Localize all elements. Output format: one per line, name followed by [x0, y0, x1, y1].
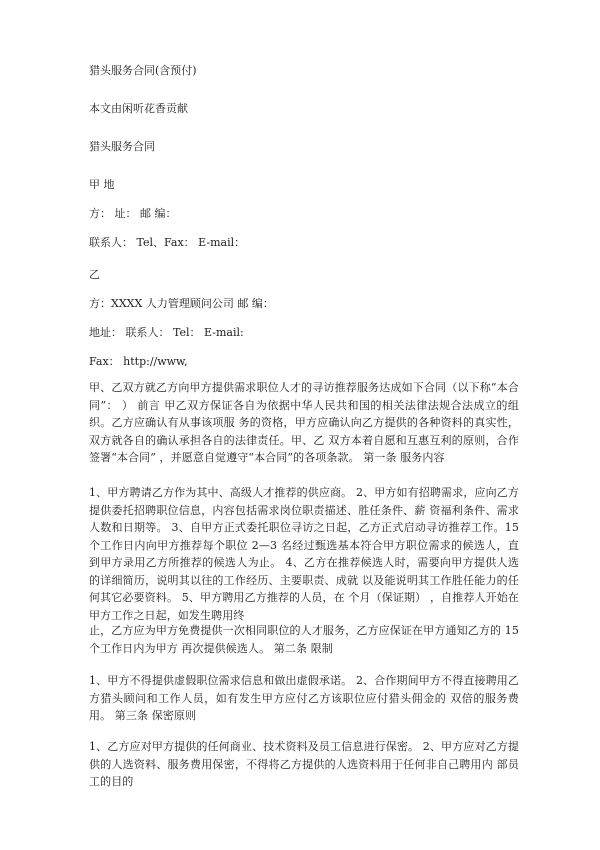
party-b-label: 乙 [89, 268, 100, 281]
article-3-paragraph: 1、乙方应对甲方提供的任何商业、技术资料及员工信息进行保密。 2、甲方应对乙方提供的人选资料、服务费用保密，不得将乙方提供的人选资料用于任何非自己聘用内 部员工的目的 [89, 740, 519, 788]
party-a-label: 甲 地 [89, 178, 115, 191]
party-a-address-line: 方： 址： 邮 编： [89, 207, 177, 220]
party-b-contact-line: 地址： 联系人： Tel： E-mail: [89, 326, 244, 339]
article-1-continuation-paragraph: 止，乙方应为甲方免费提供一次相同职位的人才服务，乙方应保证在甲方通知乙方的 15 个工作日内为甲方 再次提供候选人。 第二条 限制 [89, 624, 519, 655]
article-2-paragraph: 1、甲方不得提供虚假职位需求信息和做出虚假承诺。 2、合作期间甲方不得直接聘用乙方猎头顾问和工作人员，如有发生甲方应付乙方该职位应付猎头佣金的 双倍的服务费用。 第三条 保密原则 [89, 674, 519, 722]
party-b-name-line: 方：XXXX 人力管理顾问公司 邮 编： [89, 297, 274, 310]
document-subtitle: 猎头服务合同 [89, 140, 155, 153]
party-a-contact-line: 联系人： Tel、Fax： E-mail： [89, 236, 246, 249]
contributor-note: 本文由闲听花香贡献 [89, 102, 188, 115]
preamble-paragraph: 甲、乙双方就乙方向甲方提供需求职位人才的寻访推荐服务达成如下合同（以下称“本合同”： ） 前言 甲乙双方保证各自为依据中华人民共和国的相关法律法规合法成立的组织。乙方应确认有从事该项服 务的资格，甲方应确认向乙方提供的各种资料的真实性，双方就各自的确认承担各自的法律责任。甲、乙 双方本着自愿和互惠互利的原则，合作签署“本合同” ，并愿意自觉遵守“本合同”的各项条款。 第一条 服务内容 [89, 381, 519, 464]
party-b-fax-line: Fax： http://www, [89, 355, 188, 368]
document-title: 猎头服务合同(含预付) [89, 64, 197, 77]
article-1-paragraph: 1、甲方聘请乙方作为其中、高级人才推荐的供应商。 2、甲方如有招聘需求，应向乙方提供委托招聘职位信息，内容包括需求岗位职责描述、胜任条件、薪 资福利条件、需求人数和日期等。 3、自甲方正式委托职位寻访之日起，乙方正式启动寻访推荐工作。15 个工作日内向甲方推荐每个职位 2—3 名经过甄选基本符合甲方职位需求的候选人，直到甲方录用乙方所推荐的候选人为止。 4、乙方在推荐候选人时，需要向甲方提供人选的详细简历，说明其以往的工作经历、主要职责、成就 以及能说明其工作胜任能力的任何其它必要资料。 5、甲方聘用乙方推荐的人员，在 个月（保证期） ，自推荐人开始在甲方工作之日起，如发生聘用终 [89, 486, 519, 622]
